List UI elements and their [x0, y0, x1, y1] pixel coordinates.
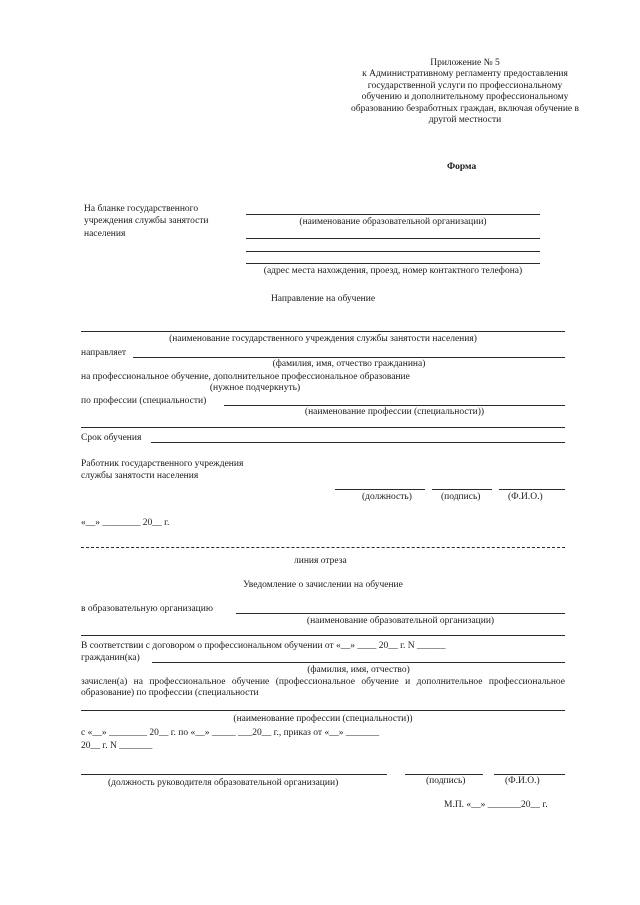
profession-line[interactable] [224, 405, 565, 406]
head-signature-caption: (подпись) [426, 776, 466, 786]
citizen-caption: (фамилия, имя, отчество гражданина) [272, 359, 426, 369]
form-label: Форма [447, 162, 477, 172]
notice-org-caption: (наименование образовательной организации) [306, 616, 495, 626]
agency-caption: (наименование государственного учреждения службы занятости населения) [169, 334, 477, 344]
notice-citizen-label: гражданин(ка) [81, 653, 140, 663]
enrolled-text: зачислен(а) на профессиональное обучение (профессиональное обучение и дополнительное профессиональное образование) по профессии (специальности [81, 677, 565, 699]
org-address-line-1[interactable] [246, 238, 540, 239]
signature-caption: (подпись) [441, 492, 481, 502]
stamp-date-line: М.П. «__» _______20__ г. [444, 800, 548, 810]
profession-caption: (наименование профессии (специальности)) [304, 407, 485, 417]
fio-caption: (Ф.И.О.) [508, 492, 543, 502]
appendix-header [350, 58, 580, 126]
notice-profession-caption: (наименование профессии (специальности)) [233, 714, 413, 724]
org-name-line[interactable] [246, 214, 540, 215]
referral-date: «__» ________ 20__ г. [81, 518, 170, 528]
profession-label: по профессии (специальности) [81, 396, 207, 406]
org-name-caption: (наименование образовательной организации) [299, 217, 487, 227]
notice-org-line[interactable] [236, 613, 565, 614]
order-number: 20__ г. N _______ [81, 741, 153, 751]
org-address-line-2[interactable] [246, 251, 540, 252]
referral-title: Направление на обучение [270, 294, 376, 304]
fio-line[interactable] [499, 489, 565, 490]
underline-note: (нужное подчеркнуть) [209, 383, 301, 393]
address-caption: (адрес места нахождения, проезд, номер контактного телефона) [263, 266, 523, 276]
org-address-line-3[interactable] [246, 263, 540, 264]
letterhead-note: На бланке государственного учреждения службы занятости населения [84, 204, 209, 239]
term-label: Срок обучения [81, 433, 142, 443]
notice-org-label: в образовательную организацию [81, 604, 213, 614]
position-line[interactable] [335, 489, 425, 490]
position-caption: (должность) [362, 492, 412, 502]
head-signature-line[interactable] [405, 774, 483, 775]
appendix-title: Приложение № 5 [430, 58, 500, 68]
notice-citizen-line[interactable] [152, 662, 565, 663]
head-fio-caption: (Ф.И.О.) [505, 776, 540, 786]
signature-line[interactable] [432, 489, 492, 490]
notice-profession-line[interactable] [81, 710, 565, 711]
head-position-line[interactable] [81, 774, 387, 775]
term-line[interactable] [151, 442, 565, 443]
worker-label: Работник государственного учреждения службы занятости населения [81, 459, 244, 482]
contract-line: В соответствии с договором о профессиональном обучении от «__» ____ 20__ г. N ______ [81, 641, 446, 651]
notice-citizen-caption: (фамилия, имя, отчество) [307, 665, 410, 675]
sends-label: направляет [81, 348, 127, 358]
agency-name-line[interactable] [81, 331, 565, 332]
citizen-name-line[interactable] [133, 357, 565, 358]
head-fio-line[interactable] [494, 774, 565, 775]
head-position-caption: (должность руководителя образовательной организации) [108, 778, 339, 788]
appendix-text: к Административному регламенту предоставления государственной услуги по профессиональному обучению и дополнительному профессиональному образованию безработных граждан, включая обучение в другой местности [350, 69, 579, 125]
period-line: с «__» ________ 20__ г. по «__» _____ ___20__ г., приказ от «__» _______ [81, 728, 380, 738]
profession-extra-line[interactable] [81, 427, 565, 428]
cut-line-label: линия отреза [294, 556, 347, 566]
cut-line [81, 547, 565, 548]
training-type-line: на профессиональное обучение, дополнительное профессиональное образование [81, 372, 410, 382]
notice-org-extra-line[interactable] [81, 635, 565, 636]
notice-title: Уведомление о зачислении на обучение [243, 580, 403, 590]
